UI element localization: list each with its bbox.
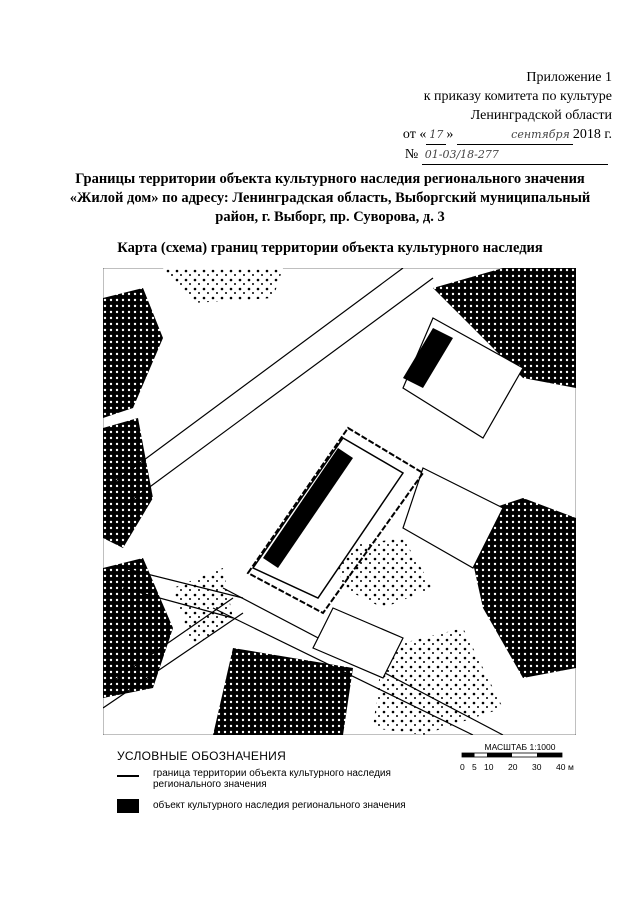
legend-title: УСЛОВНЫЕ ОБОЗНАЧЕНИЯ: [117, 749, 287, 763]
legend-item-heritage: [117, 800, 406, 811]
scale-tick: 0: [460, 762, 465, 772]
appendix-number-line: [403, 145, 612, 165]
legend-item-boundary-text-1: граница территории объекта культурного наследия: [153, 768, 391, 779]
appendix-order-line: к приказу комитета по культуре: [423, 89, 612, 104]
map-image: [103, 268, 576, 735]
scale-tick: 30: [532, 762, 542, 772]
heritage-object-icon: [117, 799, 139, 813]
scale-bar: [460, 742, 580, 772]
number-prefix: №: [404, 147, 419, 162]
date-prefix: от «: [402, 127, 427, 142]
date-month-handwritten: сентября: [457, 125, 573, 145]
number-handwritten: 01-03/18-277: [422, 145, 608, 165]
scale-label: МАСШТАБ 1:1000: [484, 742, 556, 752]
date-day-handwritten: 17: [426, 125, 446, 145]
date-year: 2018 г.: [572, 127, 612, 142]
parcel-number: 3: [335, 497, 340, 506]
scale-bar-graphic: [460, 752, 570, 760]
appendix-region-line: Ленинградской области: [470, 108, 612, 123]
scale-tick: 10: [484, 762, 494, 772]
title-line-1: Границы территории объекта культурного наследия регионального значения: [75, 171, 585, 187]
legend-item-boundary: [117, 768, 391, 790]
document-title: [40, 170, 620, 227]
legend-item-heritage-text: объект культурного наследия регионального значения: [153, 800, 406, 811]
appendix-date-line: [403, 125, 612, 145]
title-line-3: район, г. Выборг, пр. Суворова, д. 3: [215, 209, 445, 225]
scale-ticks: [460, 762, 580, 772]
boundary-line-icon: [117, 773, 139, 779]
appendix-title: Приложение 1: [526, 70, 612, 85]
date-mid: »: [446, 127, 454, 142]
scale-tick: 40: [556, 762, 566, 772]
scale-unit: м: [568, 762, 574, 772]
map-title: Карта (схема) границ территории объекта культурного наследия: [117, 240, 543, 256]
appendix-header: [403, 68, 612, 165]
title-line-2: «Жилой дом» по адресу: Ленинградская область, Выборгский муниципальный: [69, 190, 591, 206]
scale-tick: 5: [472, 762, 477, 772]
scale-tick: 20: [508, 762, 518, 772]
legend-item-boundary-text-2: регионального значения: [153, 779, 267, 790]
